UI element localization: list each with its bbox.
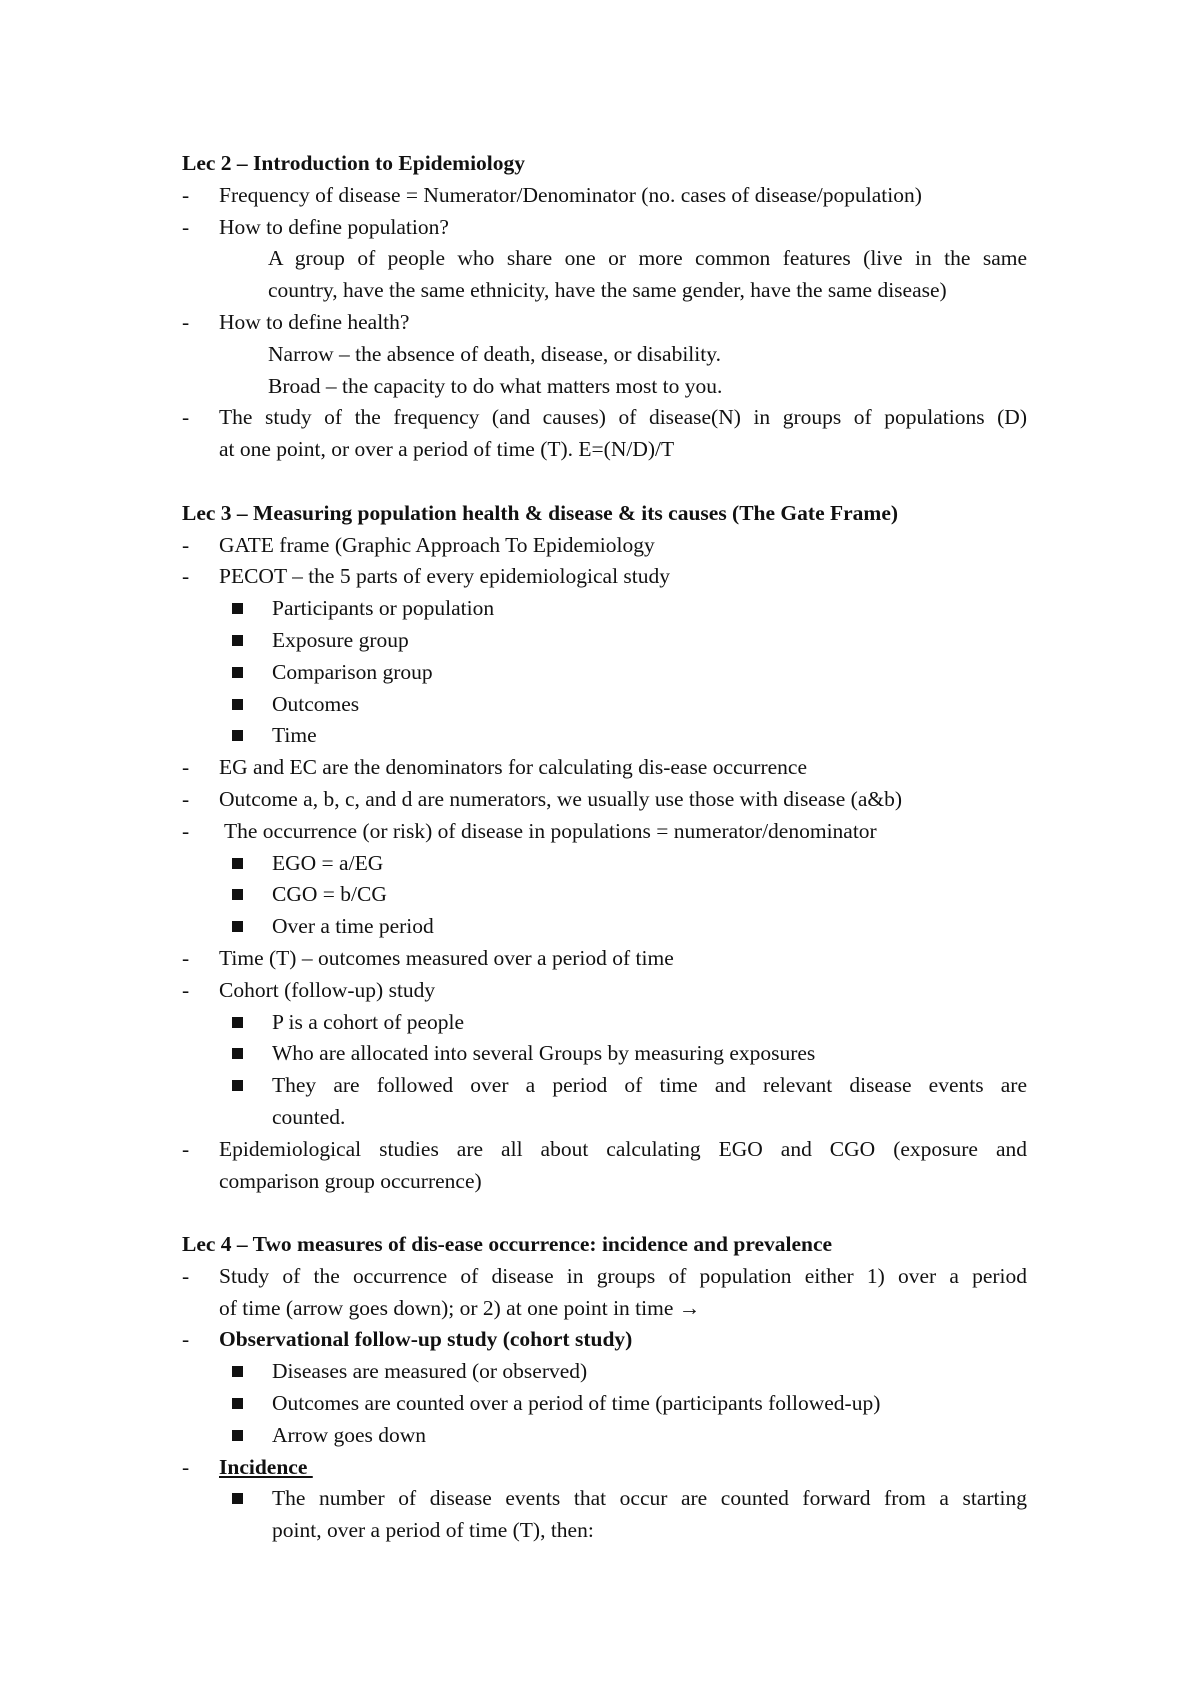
lec2-health-narrow: Narrow – the absence of death, disease, or disability. xyxy=(268,341,721,366)
lec2-population-def-2: country, have the same ethnicity, have the same gender, have the same disease) xyxy=(268,278,947,303)
lec4-bullet-study-cont: of time (arrow goes down); or 2) at one point in time → xyxy=(219,1295,701,1320)
notes-content xyxy=(182,148,1027,1579)
lec3-bullet-cohort: - Cohort (follow-up) study xyxy=(182,977,436,1002)
incidence-item-cont: point, over a period of time (T), then: xyxy=(272,1518,594,1543)
incidence-heading: Incidence xyxy=(219,1454,313,1479)
lec3-bullet-time: - Time (T) – outcomes measured over a period of time xyxy=(182,945,674,970)
occurrence-item: Over a time period xyxy=(182,911,1027,943)
section-lec2 xyxy=(182,148,1027,466)
pecot-item: Exposure group xyxy=(182,625,1027,657)
lec2-bullet-study-cont: at one point, or over a period of time (T). E=(N/D)/T xyxy=(219,437,675,462)
lec2-health-broad: Broad – the capacity to do what matters most to you. xyxy=(268,373,723,398)
lec2-bullet-study: - The study of the frequency (and causes) of disease(N) in groups of populations (D) xyxy=(182,405,1027,430)
lec3-bullet-numerators: - Outcome a, b, c, and d are numerators, we usually use those with disease (a&b) xyxy=(182,786,903,811)
lec2-bullet-frequency: - Frequency of disease = Numerator/Denominator (no. cases of disease/population) xyxy=(182,182,922,207)
pecot-item: Comparison group xyxy=(182,657,1027,689)
cohort-item: P is a cohort of people xyxy=(182,1007,1027,1039)
section-lec4 xyxy=(182,1229,1027,1547)
cohort-item-cont: counted. xyxy=(272,1104,346,1129)
occurrence-item: EGO = a/EG xyxy=(182,848,1027,880)
pecot-item: Participants or population xyxy=(182,593,1027,625)
observational-item: Outcomes are counted over a period of time (participants followed-up) xyxy=(182,1388,1027,1420)
lec2-heading: Lec 2 – Introduction to Epidemiology xyxy=(182,151,526,175)
cohort-item: Who are allocated into several Groups by measuring exposures xyxy=(182,1038,1027,1070)
lec4-bullet-incidence: - Incidence xyxy=(182,1454,313,1479)
lec4-heading: Lec 4 – Two measures of dis-ease occurrence: incidence and prevalence xyxy=(182,1232,833,1257)
lec2-bullet-population: - How to define population? xyxy=(182,214,449,239)
observational-item: Arrow goes down xyxy=(182,1420,1027,1452)
lec3-bullet-denominators: - EG and EC are the denominators for calculating dis-ease occurrence xyxy=(182,755,808,780)
pecot-item: Time xyxy=(182,720,1027,752)
section-lec3 xyxy=(182,498,1027,1198)
lec2-bullet-health: - How to define health? xyxy=(182,309,410,334)
lec3-bullet-gate: - GATE frame (Graphic Approach To Epidemiology xyxy=(182,532,655,557)
pecot-item: Outcomes xyxy=(182,689,1027,721)
cohort-item: They are followed over a period of time and relevant disease events are xyxy=(182,1070,1027,1102)
lec3-heading: Lec 3 – Measuring population health & disease & its causes (The Gate Frame) xyxy=(182,500,899,525)
lec3-bullet-epi-studies: - Epidemiological studies are all about calculating EGO and CGO (exposure and xyxy=(182,1136,1027,1161)
occurrence-item: CGO = b/CG xyxy=(182,879,1027,911)
lec4-bullet-observational: - Observational follow-up study (cohort study) xyxy=(182,1327,633,1352)
lec3-bullet-occurrence: - The occurrence (or risk) of disease in populations = numerator/denominator xyxy=(182,818,877,843)
lec2-population-def-1: A group of people who share one or more common features (live in the same xyxy=(268,246,1027,271)
lec3-bullet-pecot: - PECOT – the 5 parts of every epidemiological study xyxy=(182,564,671,589)
incidence-item: The number of disease events that occur are counted forward from a starting xyxy=(182,1483,1027,1515)
lec4-bullet-study: - Study of the occurrence of disease in groups of population either 1) over a period xyxy=(182,1263,1027,1288)
lec3-bullet-epi-studies-cont: comparison group occurrence) xyxy=(219,1168,482,1193)
observational-item: Diseases are measured (or observed) xyxy=(182,1356,1027,1388)
